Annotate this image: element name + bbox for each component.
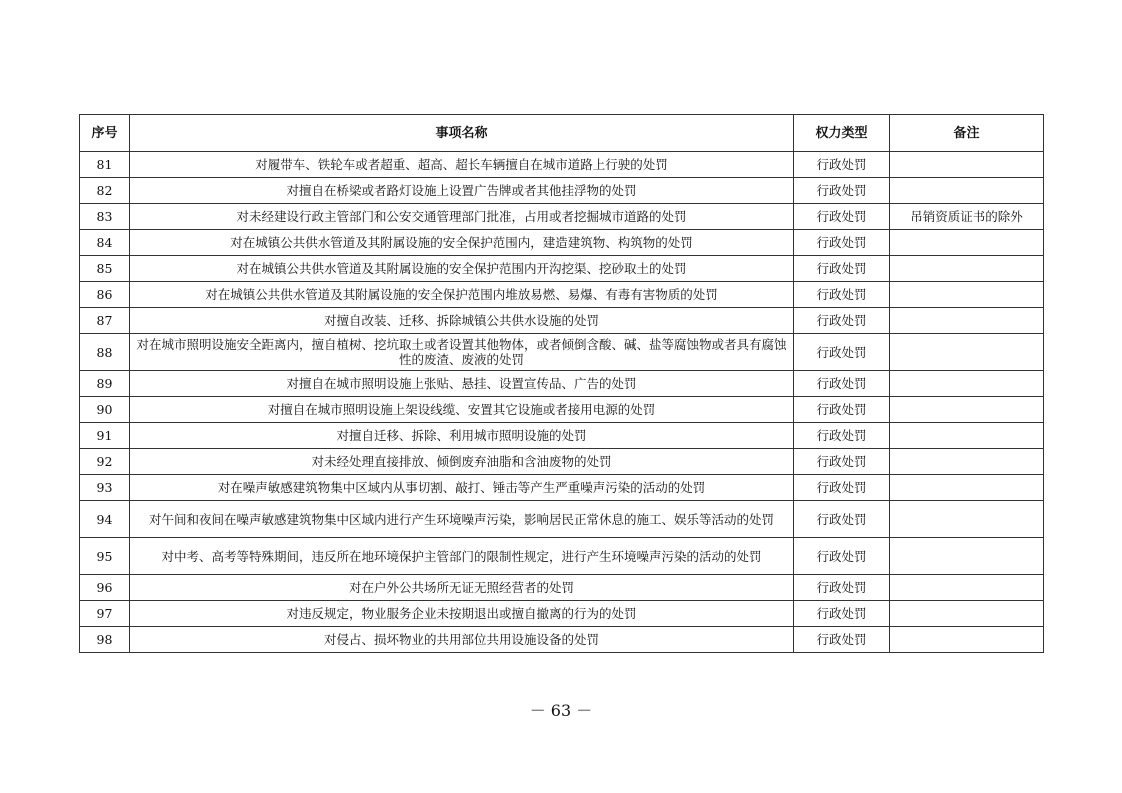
row-number: 94 bbox=[80, 501, 130, 538]
row-remarks bbox=[890, 334, 1044, 371]
row-item-name: 对侵占、损坏物业的共用部位共用设施设备的处罚 bbox=[130, 627, 794, 653]
table-row bbox=[80, 575, 1044, 601]
page-number: － 63 － bbox=[529, 701, 593, 720]
row-number: 96 bbox=[80, 575, 130, 601]
row-remarks bbox=[890, 371, 1044, 397]
row-power-type: 行政处罚 bbox=[794, 256, 890, 282]
row-power-type: 行政处罚 bbox=[794, 397, 890, 423]
row-item-name: 对擅自迁移、拆除、利用城市照明设施的处罚 bbox=[130, 423, 794, 449]
row-remarks bbox=[890, 256, 1044, 282]
row-number: 95 bbox=[80, 538, 130, 575]
table-row bbox=[80, 397, 1044, 423]
row-number: 98 bbox=[80, 627, 130, 653]
header-remarks: 备注 bbox=[890, 115, 1044, 152]
row-power-type: 行政处罚 bbox=[794, 204, 890, 230]
row-power-type: 行政处罚 bbox=[794, 475, 890, 501]
table-row bbox=[80, 178, 1044, 204]
header-seq: 序号 bbox=[80, 115, 130, 152]
row-number: 91 bbox=[80, 423, 130, 449]
row-number: 85 bbox=[80, 256, 130, 282]
row-power-type: 行政处罚 bbox=[794, 230, 890, 256]
row-remarks bbox=[890, 397, 1044, 423]
row-power-type: 行政处罚 bbox=[794, 282, 890, 308]
row-power-type: 行政处罚 bbox=[794, 178, 890, 204]
row-item-name: 对擅自在城市照明设施上张贴、悬挂、设置宣传品、广告的处罚 bbox=[130, 371, 794, 397]
table-row bbox=[80, 230, 1044, 256]
row-remarks bbox=[890, 449, 1044, 475]
row-number: 92 bbox=[80, 449, 130, 475]
table-row bbox=[80, 449, 1044, 475]
row-number: 83 bbox=[80, 204, 130, 230]
authority-list-table bbox=[79, 114, 1044, 653]
row-power-type: 行政处罚 bbox=[794, 423, 890, 449]
row-remarks bbox=[890, 475, 1044, 501]
row-power-type: 行政处罚 bbox=[794, 371, 890, 397]
row-remarks bbox=[890, 423, 1044, 449]
row-item-name: 对在城镇公共供水管道及其附属设施的安全保护范围内，建造建筑物、构筑物的处罚 bbox=[130, 230, 794, 256]
row-remarks bbox=[890, 308, 1044, 334]
table-row bbox=[80, 475, 1044, 501]
row-item-name: 对在户外公共场所无证无照经营者的处罚 bbox=[130, 575, 794, 601]
row-power-type: 行政处罚 bbox=[794, 308, 890, 334]
row-item-name: 对在城市照明设施安全距离内，擅自植树、挖坑取土或者设置其他物体，或者倾倒含酸、碱、盐等腐蚀物或者具有腐蚀性的废渣、废液的处罚 bbox=[130, 334, 794, 371]
row-number: 82 bbox=[80, 178, 130, 204]
row-power-type: 行政处罚 bbox=[794, 334, 890, 371]
table-row bbox=[80, 308, 1044, 334]
row-remarks bbox=[890, 627, 1044, 653]
table-row bbox=[80, 371, 1044, 397]
row-item-name: 对中考、高考等特殊期间，违反所在地环境保护主管部门的限制性规定，进行产生环境噪声污染的活动的处罚 bbox=[130, 538, 794, 575]
row-remarks bbox=[890, 152, 1044, 178]
row-power-type: 行政处罚 bbox=[794, 538, 890, 575]
table-row bbox=[80, 538, 1044, 575]
row-item-name: 对未经建设行政主管部门和公安交通管理部门批准，占用或者挖掘城市道路的处罚 bbox=[130, 204, 794, 230]
row-power-type: 行政处罚 bbox=[794, 152, 890, 178]
header-item-name: 事项名称 bbox=[130, 115, 794, 152]
row-power-type: 行政处罚 bbox=[794, 575, 890, 601]
row-remarks bbox=[890, 501, 1044, 538]
row-item-name: 对在城镇公共供水管道及其附属设施的安全保护范围内开沟挖渠、挖砂取土的处罚 bbox=[130, 256, 794, 282]
table-row bbox=[80, 423, 1044, 449]
row-item-name: 对擅自改装、迁移、拆除城镇公共供水设施的处罚 bbox=[130, 308, 794, 334]
row-number: 93 bbox=[80, 475, 130, 501]
row-remarks bbox=[890, 601, 1044, 627]
row-item-name: 对未经处理直接排放、倾倒废弃油脂和含油废物的处罚 bbox=[130, 449, 794, 475]
row-power-type: 行政处罚 bbox=[794, 501, 890, 538]
table-row bbox=[80, 627, 1044, 653]
row-item-name: 对擅自在城市照明设施上架设线缆、安置其它设施或者接用电源的处罚 bbox=[130, 397, 794, 423]
table-row bbox=[80, 282, 1044, 308]
row-power-type: 行政处罚 bbox=[794, 449, 890, 475]
table-row bbox=[80, 152, 1044, 178]
row-item-name: 对擅自在桥梁或者路灯设施上设置广告牌或者其他挂浮物的处罚 bbox=[130, 178, 794, 204]
row-remarks bbox=[890, 230, 1044, 256]
row-item-name: 对在城镇公共供水管道及其附属设施的安全保护范围内堆放易燃、易爆、有毒有害物质的处罚 bbox=[130, 282, 794, 308]
row-number: 84 bbox=[80, 230, 130, 256]
row-remarks bbox=[890, 282, 1044, 308]
row-remarks bbox=[890, 178, 1044, 204]
table-header-row bbox=[80, 115, 1044, 152]
row-number: 87 bbox=[80, 308, 130, 334]
row-remarks bbox=[890, 575, 1044, 601]
table-row bbox=[80, 501, 1044, 538]
row-item-name: 对履带车、铁轮车或者超重、超高、超长车辆擅自在城市道路上行驶的处罚 bbox=[130, 152, 794, 178]
row-power-type: 行政处罚 bbox=[794, 627, 890, 653]
row-number: 97 bbox=[80, 601, 130, 627]
row-number: 89 bbox=[80, 371, 130, 397]
row-number: 81 bbox=[80, 152, 130, 178]
table-row bbox=[80, 256, 1044, 282]
row-power-type: 行政处罚 bbox=[794, 601, 890, 627]
row-number: 88 bbox=[80, 334, 130, 371]
row-number: 86 bbox=[80, 282, 130, 308]
row-item-name: 对违反规定，物业服务企业未按期退出或擅自撤离的行为的处罚 bbox=[130, 601, 794, 627]
table-row bbox=[80, 204, 1044, 230]
header-power-type: 权力类型 bbox=[794, 115, 890, 152]
row-item-name: 对在噪声敏感建筑物集中区域内从事切割、敲打、锤击等产生严重噪声污染的活动的处罚 bbox=[130, 475, 794, 501]
row-remarks: 吊销资质证书的除外 bbox=[890, 204, 1044, 230]
row-item-name: 对午间和夜间在噪声敏感建筑物集中区域内进行产生环境噪声污染，影响居民正常休息的施工、娱乐等活动的处罚 bbox=[130, 501, 794, 538]
table-row bbox=[80, 334, 1044, 371]
row-number: 90 bbox=[80, 397, 130, 423]
table-row bbox=[80, 601, 1044, 627]
row-remarks bbox=[890, 538, 1044, 575]
